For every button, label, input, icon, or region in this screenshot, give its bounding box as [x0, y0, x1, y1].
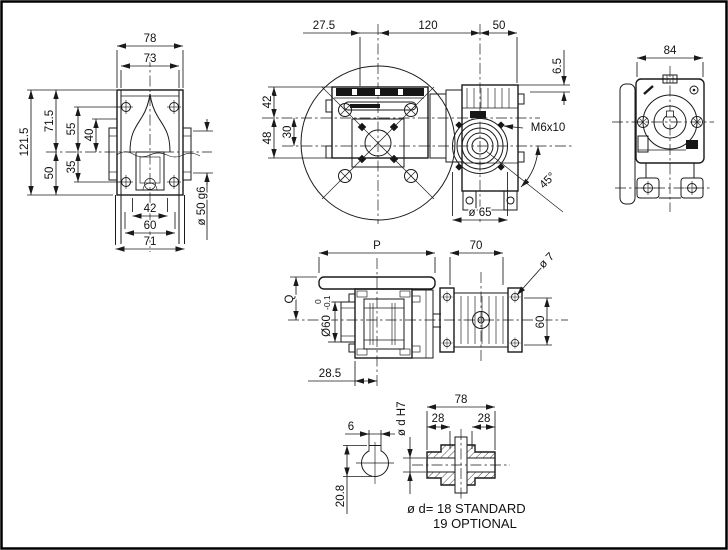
dim-height-lower: 50 — [44, 166, 56, 180]
dim-h-inner: 30 — [282, 125, 294, 139]
dim-bore-label: ø d H7 — [396, 401, 408, 436]
dim-key-width: 6 — [347, 421, 355, 433]
dim-flange-diameter: ø 65 — [468, 207, 492, 219]
dim-len-285: 28.5 — [318, 368, 342, 380]
dim-key-depth: 20.8 — [335, 484, 347, 508]
dim-P: P — [373, 240, 381, 252]
dim-height-40: 40 — [84, 128, 96, 142]
dim-end-right: 28 — [477, 413, 491, 425]
dim-len-left: 27.5 — [312, 20, 336, 32]
dim-base-42: 42 — [143, 203, 157, 215]
dim-height-upper: 71.5 — [44, 109, 56, 133]
dim-hub-dia: Ø60 — [321, 315, 333, 337]
dim-len-70: 70 — [469, 240, 483, 252]
dim-h-upper: 42 — [262, 95, 274, 109]
dim-height-step: 6.5 — [552, 58, 564, 74]
dim-base-71: 71 — [143, 236, 157, 248]
note-optional-bore: 19 OPTIONAL — [433, 516, 517, 531]
dim-height-35: 35 — [66, 160, 78, 174]
dim-end-width: 84 — [663, 45, 677, 57]
dim-height-55: 55 — [66, 122, 78, 136]
dim-len-right: 50 — [492, 20, 506, 32]
dim-h-lower: 48 — [262, 131, 274, 145]
dim-height-total: 121.5 — [19, 127, 31, 157]
label-thread: M6x10 — [530, 122, 566, 134]
dim-height-60: 60 — [535, 315, 547, 329]
dim-width-outer: 78 — [143, 33, 157, 45]
dim-hub-tol-upper: 0 — [313, 299, 323, 304]
dim-end-left: 28 — [431, 413, 445, 425]
note-standard-bore: ø d= 18 STANDARD — [407, 501, 526, 516]
dim-Q: Q — [284, 294, 296, 304]
dim-hub-diameter: ø 50 g6 — [196, 186, 208, 226]
dim-hole-diameter: ø 7 — [536, 250, 557, 271]
brand-logo — [470, 111, 486, 118]
dim-width-inner: 73 — [143, 53, 157, 65]
dim-len-mid: 120 — [418, 20, 438, 32]
dim-hub-tol-lower: -0.1 — [322, 295, 332, 310]
dim-angle-45: 45° — [537, 170, 559, 192]
brand-logo — [686, 140, 698, 149]
dim-sleeve-length: 78 — [454, 394, 468, 406]
dim-base-60: 60 — [143, 220, 157, 232]
